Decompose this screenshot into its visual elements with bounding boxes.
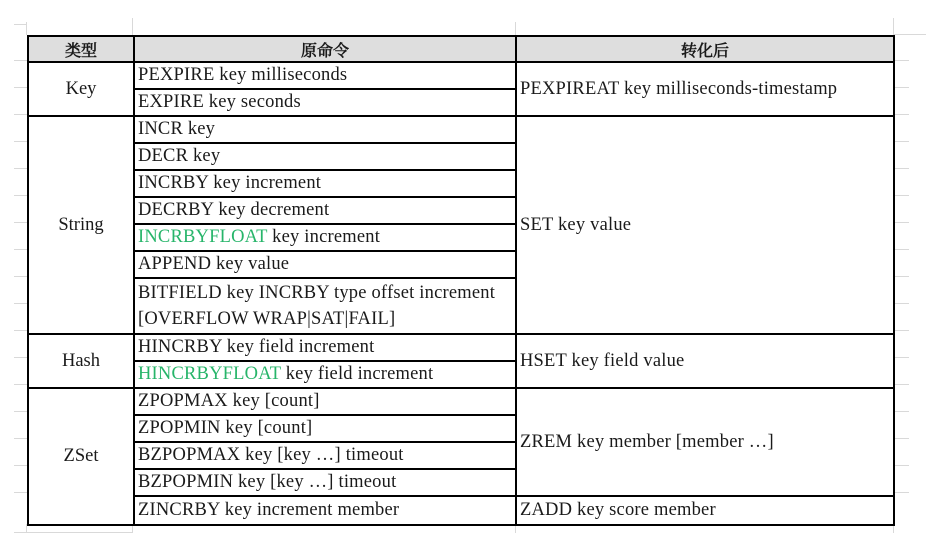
header-converted: 转化后 bbox=[516, 36, 894, 62]
table-row bbox=[28, 388, 894, 415]
header-original-command: 原命令 bbox=[134, 36, 516, 62]
gridline-col-stub-top-2 bbox=[132, 18, 133, 35]
table-row bbox=[28, 116, 894, 143]
gridline-bottom bbox=[14, 532, 133, 533]
cell-converted-command: ZREM key member [member …] bbox=[516, 388, 894, 496]
table-row bbox=[28, 334, 894, 361]
table-row bbox=[28, 496, 894, 525]
cell-type-string: String bbox=[28, 116, 134, 334]
cell-original-command: ZPOPMIN key [count] bbox=[134, 415, 516, 442]
command-arguments: key increment bbox=[267, 227, 381, 247]
gridline-row-ticks-right bbox=[893, 34, 909, 496]
cell-original-command bbox=[134, 224, 516, 251]
cell-type-key: Key bbox=[28, 62, 134, 116]
header-type: 类型 bbox=[28, 36, 134, 62]
cell-original-command: PEXPIRE key milliseconds bbox=[134, 62, 516, 89]
highlighted-command-token: INCRBYFLOAT bbox=[138, 227, 268, 247]
cell-converted-command: HSET key field value bbox=[516, 334, 894, 388]
command-arguments: key field increment bbox=[280, 364, 434, 384]
cell-original-command: ZINCRBY key increment member bbox=[134, 496, 516, 525]
cell-original-command: EXPIRE key seconds bbox=[134, 89, 516, 116]
table-row bbox=[28, 62, 894, 89]
cell-original-command: INCRBY key increment bbox=[134, 170, 516, 197]
cell-original-command bbox=[134, 278, 516, 334]
cell-converted-command: SET key value bbox=[516, 116, 894, 334]
gridline-col-stub-top-3 bbox=[515, 22, 516, 35]
gridline-col-stub-top-4 bbox=[893, 18, 894, 35]
redis-command-conversion-table bbox=[27, 35, 895, 526]
cell-original-command: INCR key bbox=[134, 116, 516, 143]
gridline-col-stub-top-1 bbox=[26, 22, 27, 35]
cell-type-zset: ZSet bbox=[28, 388, 134, 525]
cell-original-command: DECR key bbox=[134, 143, 516, 170]
cell-original-command: APPEND key value bbox=[134, 251, 516, 278]
command-line-1: BITFIELD key INCRBY type offset increment bbox=[138, 283, 496, 303]
command-line-2: [OVERFLOW WRAP|SAT|FAIL] bbox=[138, 309, 396, 329]
cell-original-command: BZPOPMIN key [key …] timeout bbox=[134, 469, 516, 496]
highlighted-command-token: HINCRBYFLOAT bbox=[138, 364, 281, 384]
gridline-row-ticks-left bbox=[14, 34, 27, 496]
cell-original-command: DECRBY key decrement bbox=[134, 197, 516, 224]
cell-original-command: HINCRBY key field increment bbox=[134, 334, 516, 361]
cell-type-hash: Hash bbox=[28, 334, 134, 388]
cell-converted-command: ZADD key score member bbox=[516, 496, 894, 525]
cell-original-command bbox=[134, 361, 516, 388]
cell-converted-command: PEXPIREAT key milliseconds-timestamp bbox=[516, 62, 894, 116]
cell-original-command: BZPOPMAX key [key …] timeout bbox=[134, 442, 516, 469]
table-header-row bbox=[28, 36, 894, 62]
cell-original-command: ZPOPMAX key [count] bbox=[134, 388, 516, 415]
